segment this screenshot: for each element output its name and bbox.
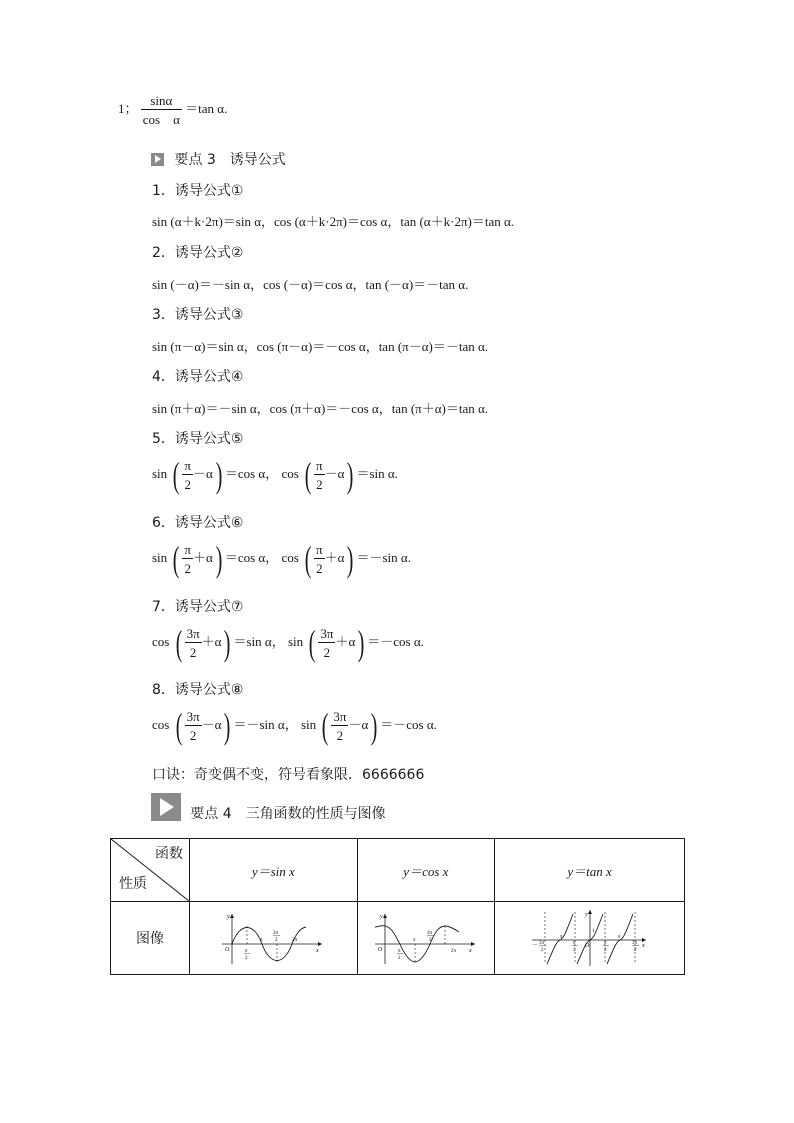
tick-neg-pi: π: [559, 935, 563, 940]
tan-graph: [530, 908, 650, 968]
cos-graph: [371, 908, 481, 968]
func-name: cos: [281, 549, 299, 565]
op: －α: [193, 465, 213, 481]
tick-2pi: 2π: [450, 949, 456, 954]
mnemonic-text: 口诀：奇变偶不变，符号看象限．6666666: [152, 767, 425, 783]
formula4-text: sin (π＋α)＝－sin α，cos (π＋α)＝－cos α，tan (π＋α)＝tan α.: [152, 401, 489, 416]
tick-pi-half-den: 2: [397, 956, 401, 961]
op: ＋α: [201, 633, 222, 649]
col-header-sin: y＝sin x: [190, 839, 358, 902]
func-name: sin: [152, 465, 168, 481]
tick-pi: π: [412, 938, 416, 943]
formula7-expression: cos ( $\frac{3\pi}{2}$ ＋α) ＝sin α， sin ( $\frac{3\pi}{2}$ ＋α) ＝－cos α.: [152, 623, 424, 663]
frac-num: 3π: [186, 626, 200, 641]
col-header-tan: y＝tan x: [495, 839, 685, 902]
frac-num: π: [184, 542, 191, 557]
tick-2pi: 2π: [292, 938, 298, 943]
tick-pi-half-den: 2: [603, 948, 607, 953]
axis-y-label: y: [379, 914, 383, 920]
formula3-text: sin (π－α)＝sin α，cos (π－α)＝－cos α，tan (π－α)＝－tan α.: [152, 339, 489, 354]
op: ＋α: [324, 549, 345, 565]
formula2-label: 2．诱导公式②: [152, 245, 244, 261]
frac-den: 2: [189, 728, 197, 743]
axis-x-label: x: [641, 943, 645, 949]
quotient-denominator: cos α: [142, 112, 180, 127]
frac-num: π: [184, 458, 191, 473]
tick-pi: π: [260, 938, 263, 943]
section4-header: [151, 793, 386, 821]
frac-den: 2: [184, 561, 191, 576]
op: －α: [324, 465, 345, 481]
result: ＝sin α.: [356, 465, 398, 481]
frac-num: 3π: [186, 709, 200, 724]
quotient-prefix: 1；: [118, 100, 138, 116]
quotient-numerator: sinα: [141, 94, 182, 110]
frac-den: 2: [189, 645, 197, 660]
tick-3pi-half-num: 3π: [631, 941, 637, 946]
tick-neg-pi-half-num: π: [572, 941, 576, 946]
quotient-fraction: [141, 94, 182, 126]
sin-graph-cell: [190, 902, 358, 975]
op: ＋α: [335, 633, 356, 649]
section3-title: 要点 3 诱导公式: [174, 152, 286, 168]
func-name: sin: [300, 716, 317, 732]
op: －α: [348, 716, 369, 732]
tick-pi-half-num: π: [603, 941, 607, 946]
tick-3pi-half-den: 2: [633, 948, 637, 953]
quotient-identity: [118, 94, 227, 126]
origin-label: O: [584, 943, 589, 949]
axis-x-label: x: [468, 948, 472, 954]
corner-top-label: 函数: [155, 846, 183, 862]
table-corner: [111, 839, 190, 902]
frac-den: 2: [316, 477, 323, 492]
origin-label: O: [225, 947, 230, 953]
frac-num: 3π: [333, 709, 347, 724]
frac-den: 2: [184, 477, 191, 492]
frac-num: 3π: [320, 626, 334, 641]
sin-graph: [218, 908, 328, 968]
op: ＋α: [193, 549, 213, 565]
axis-x-label: x: [316, 948, 319, 954]
result: ＝sin α，: [233, 633, 285, 649]
result: ＝－cos α.: [380, 716, 437, 732]
frac-den: 2: [323, 645, 331, 660]
formula7-label: 7．诱导公式⑦: [152, 599, 244, 615]
result: ＝－cos α.: [367, 633, 424, 649]
result: ＝－sin α.: [356, 549, 411, 565]
neg-sign: －: [531, 943, 538, 949]
tick-3pi-half-num: 3π: [273, 931, 279, 936]
frac-num: π: [316, 458, 323, 473]
tick-3pi-half-den: 2: [428, 938, 432, 943]
tick-neg-pi-half-den: 2: [572, 948, 576, 953]
result: ＝－sin α，: [233, 716, 298, 732]
formula2-text: sin (－α)＝－sin α，cos (－α)＝cos α，tan (－α)＝－tan α.: [152, 277, 469, 292]
formula3-label: 3．诱导公式③: [152, 307, 244, 323]
formula1-label: 1．诱导公式①: [152, 183, 244, 199]
formula8-expression: cos ( $\frac{3\pi}{2}$ －α) ＝－sin α， sin ( $\frac{3\pi}{2}$ －α) ＝－cos α.: [152, 706, 437, 746]
tick-one: 1: [591, 929, 595, 934]
quotient-rhs: ＝tan α.: [185, 100, 228, 116]
cos-graph-cell: [357, 902, 494, 975]
formula5-expression: sin ( $\frac{\pi}{2}$ －α) ＝cos α， cos ( $\frac{\pi}{2}$ －α) ＝sin α.: [152, 455, 398, 495]
tick-3pi-half-den: 2: [275, 938, 278, 943]
tick-pi-half-den: 2: [245, 956, 248, 961]
frac-den: 2: [316, 561, 323, 576]
frac-num: π: [316, 542, 323, 557]
func-name: sin: [287, 633, 304, 649]
func-name: cos: [152, 633, 170, 649]
result: ＝cos α，: [224, 549, 279, 565]
section4-title: 要点 4 三角函数的性质与图像: [190, 806, 386, 822]
tick-3pi-half-num: 3π: [426, 931, 432, 936]
tan-graph-cell: [495, 902, 685, 975]
op: －α: [201, 716, 222, 732]
formula5-label: 5．诱导公式⑤: [152, 431, 244, 447]
tick-pi-half-num: π: [245, 949, 248, 954]
tick-pi-half-num: π: [397, 949, 401, 954]
func-name: cos: [152, 716, 170, 732]
formula6-label: 6．诱导公式⑥: [152, 515, 244, 531]
row-label-graph: 图像: [111, 902, 190, 975]
trig-properties-table: [110, 838, 685, 975]
tick-pi: π: [617, 935, 621, 940]
formula8-label: 8．诱导公式⑧: [152, 682, 244, 698]
tick-neg-3pi-half-den: 2: [540, 948, 544, 953]
origin-label: O: [377, 947, 383, 953]
section3-header: [151, 149, 286, 169]
tick-neg-3pi-half-num: 3π: [538, 941, 544, 946]
col-header-cos: y＝cos x: [357, 839, 494, 902]
func-name: sin: [152, 549, 168, 565]
formula6-expression: sin ( $\frac{\pi}{2}$ ＋α) ＝cos α， cos ( $\frac{\pi}{2}$ ＋α) ＝－sin α.: [152, 539, 411, 579]
play-icon: [151, 793, 181, 821]
axis-y-label: y: [227, 914, 230, 920]
func-name: cos: [281, 465, 299, 481]
play-icon: [151, 153, 164, 166]
frac-den: 2: [336, 728, 344, 743]
formula4-label: 4．诱导公式④: [152, 369, 244, 385]
axis-y-label: y: [584, 912, 588, 918]
corner-bottom-label: 性质: [119, 876, 147, 892]
formula1-text: sin (α＋k·2π)＝sin α，cos (α＋k·2π)＝cos α，tan (α＋k·2π)＝tan α.: [152, 214, 515, 229]
result: ＝cos α，: [224, 465, 279, 481]
